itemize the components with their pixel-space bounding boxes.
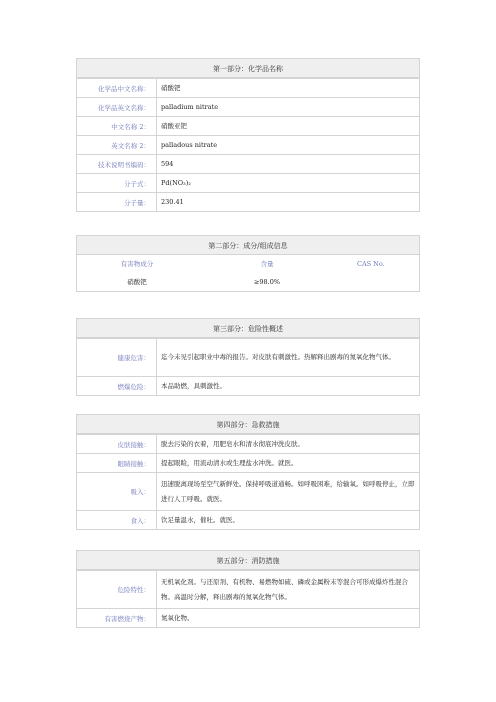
- table-row: [77, 511, 420, 530]
- row-label: 皮肤接触：: [77, 435, 157, 454]
- row-label: 分子式：: [77, 174, 157, 193]
- row-value: 迅速脱离现场至空气新鲜处。保持呼吸道通畅。如呼吸困难，给输氧。如呼吸停止，立即进行人工呼吸。就医。: [157, 473, 420, 511]
- row-value: palladium nitrate: [157, 98, 420, 117]
- table-row: [77, 136, 420, 155]
- composition-data-row: [77, 273, 419, 291]
- fire-fighting-table: [76, 570, 420, 628]
- row-value: 迄今未见引起职业中毒的报告。对皮肤有刺激性。热解释出剧毒的氮氧化物气体。: [157, 339, 420, 377]
- component-name: 硝酸钯: [127, 278, 147, 286]
- section-composition: [76, 235, 420, 292]
- row-value: 594: [157, 155, 420, 174]
- section-title: 第五部分：消防措施: [76, 550, 420, 570]
- table-row: [77, 473, 420, 511]
- row-value: 硝酸钯: [157, 79, 420, 98]
- row-value: palladous nitrate: [157, 136, 420, 155]
- row-value: 饮足量温水，催吐。就医。: [157, 511, 420, 530]
- row-value: 提起眼睑，用流动清水或生理盐水冲洗。就医。: [157, 454, 420, 473]
- table-row: [77, 454, 420, 473]
- row-value: 脱去污染的衣着，用肥皂水和清水彻底冲洗皮肤。: [157, 435, 420, 454]
- table-row: [77, 609, 420, 628]
- chemical-name-table: [76, 78, 420, 212]
- table-row: [77, 98, 420, 117]
- row-value: 本品助燃，具刺激性。: [157, 377, 420, 396]
- table-row: [77, 435, 420, 454]
- row-label: 中文名称 2：: [77, 117, 157, 136]
- component-cas: [337, 273, 419, 291]
- row-value: 无机氧化剂。与还原剂、有机物、易燃物如硫、磷或金属粉末等混合可形成爆炸性混合物。高温时分解，释出剧毒的氮氧化物气体。: [157, 571, 420, 609]
- table-row: [77, 193, 420, 212]
- section-hazard-overview: [76, 318, 420, 396]
- table-row: [77, 377, 420, 396]
- composition-header-row: [77, 255, 419, 273]
- row-label: 食入：: [77, 511, 157, 530]
- column-header: CAS No.: [357, 260, 385, 268]
- row-label: 眼睛接触：: [77, 454, 157, 473]
- table-row: [77, 571, 420, 609]
- row-label: 有害燃烧产物：: [77, 609, 157, 628]
- section-chemical-name: [76, 58, 420, 212]
- row-value: Pd(NO₃)₂: [157, 174, 420, 193]
- row-label: 英文名称 2：: [77, 136, 157, 155]
- composition-table: [76, 255, 420, 292]
- row-label: 化学品中文名称：: [77, 79, 157, 98]
- row-value: 氮氧化物。: [157, 609, 420, 628]
- first-aid-table: [76, 434, 420, 530]
- section-first-aid: [76, 414, 420, 530]
- row-label: 健康危害：: [77, 339, 157, 377]
- table-row: [77, 339, 420, 377]
- column-header: 含量: [260, 260, 274, 268]
- row-value: 硝酸亚钯: [157, 117, 420, 136]
- row-label: 分子量：: [77, 193, 157, 212]
- row-label: 吸入：: [77, 473, 157, 511]
- hazard-table: [76, 338, 420, 396]
- column-header: 有害物成分: [120, 260, 154, 268]
- section-fire-fighting: [76, 550, 420, 628]
- row-value: 230.41: [157, 193, 420, 212]
- section-title: 第三部分：危险性概述: [76, 318, 420, 338]
- section-title: 第一部分：化学品名称: [76, 58, 420, 78]
- section-title: 第四部分：急救措施: [76, 414, 420, 434]
- table-row: [77, 79, 420, 98]
- table-row: [77, 174, 420, 193]
- table-row: [77, 117, 420, 136]
- row-label: 技术说明书编码：: [77, 155, 157, 174]
- component-content: ≥98.0%: [253, 278, 281, 286]
- row-label: 危险特性：: [77, 571, 157, 609]
- row-label: 化学品英文名称：: [77, 98, 157, 117]
- row-label: 燃爆危险：: [77, 377, 157, 396]
- table-row: [77, 155, 420, 174]
- section-title: 第二部分：成分/组成信息: [76, 235, 420, 255]
